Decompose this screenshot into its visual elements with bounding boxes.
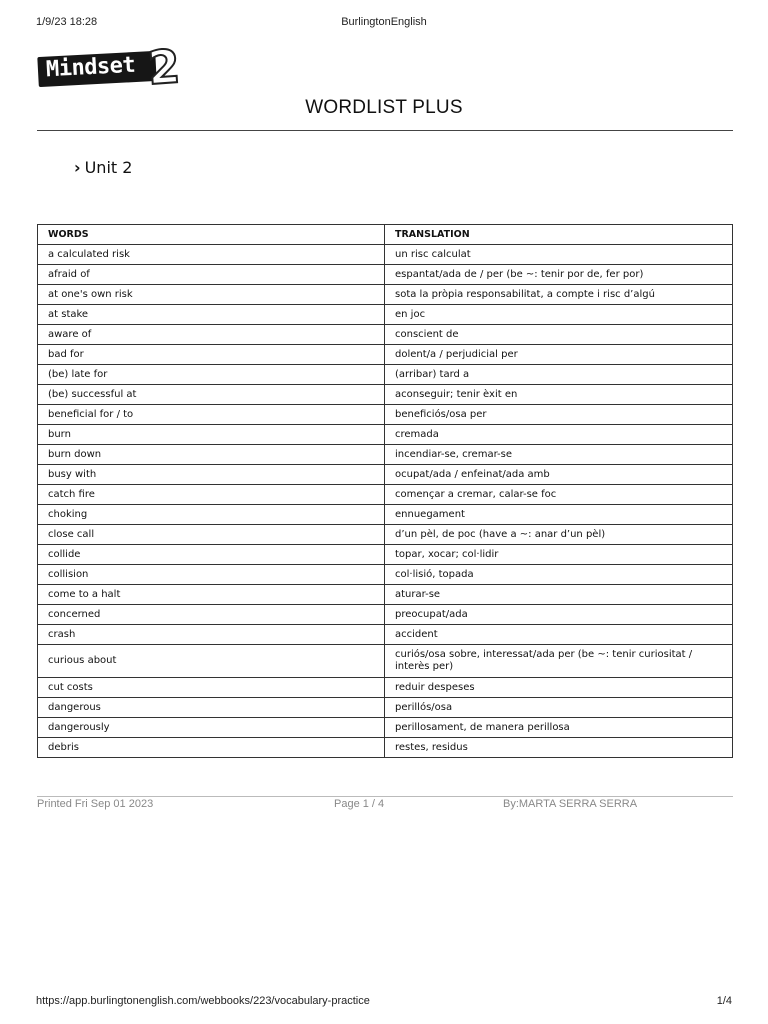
translation-cell: perillós/osa <box>385 698 733 718</box>
table-row <box>38 325 733 345</box>
translation-cell: sota la pròpia responsabilitat, a compte i risc d’algú <box>385 285 733 305</box>
translation-cell: un risc calculat <box>385 245 733 265</box>
page-footer <box>37 798 733 812</box>
table-row <box>38 265 733 285</box>
word-cell: choking <box>38 505 385 525</box>
table-header-row <box>38 225 733 245</box>
table-row <box>38 585 733 605</box>
title-divider <box>37 130 733 131</box>
table-row <box>38 678 733 698</box>
word-cell: crash <box>38 625 385 645</box>
page-number: Page 1 / 4 <box>334 798 385 810</box>
table-row <box>38 385 733 405</box>
word-cell: cut costs <box>38 678 385 698</box>
table-row <box>38 565 733 585</box>
translation-cell: perillosament, de manera perillosa <box>385 718 733 738</box>
table-row <box>38 525 733 545</box>
column-header-translation: TRANSLATION <box>385 225 733 245</box>
translation-cell: incendiar-se, cremar-se <box>385 445 733 465</box>
translation-cell: preocupat/ada <box>385 605 733 625</box>
word-cell: afraid of <box>38 265 385 285</box>
print-footer <box>36 995 732 1009</box>
table-row <box>38 505 733 525</box>
translation-cell: començar a cremar, calar-se foc <box>385 485 733 505</box>
column-header-words: WORDS <box>38 225 385 245</box>
word-cell: collide <box>38 545 385 565</box>
table-row <box>38 485 733 505</box>
table-row <box>38 738 733 758</box>
table-row <box>38 465 733 485</box>
word-cell: at one's own risk <box>38 285 385 305</box>
word-cell: debris <box>38 738 385 758</box>
table-row <box>38 305 733 325</box>
translation-cell: topar, xocar; col·lidir <box>385 545 733 565</box>
word-cell: come to a halt <box>38 585 385 605</box>
word-cell: close call <box>38 525 385 545</box>
mindset-logo <box>38 38 188 96</box>
translation-cell: col·lisió, topada <box>385 565 733 585</box>
translation-cell: cremada <box>385 425 733 445</box>
translation-cell: (arribar) tard a <box>385 365 733 385</box>
page-title: WORDLIST PLUS <box>305 97 463 118</box>
table-row <box>38 405 733 425</box>
word-cell: concerned <box>38 605 385 625</box>
word-cell: dangerously <box>38 718 385 738</box>
translation-cell: aturar-se <box>385 585 733 605</box>
print-url: https://app.burlingtonenglish.com/webbooks/223/vocabulary-practice <box>36 995 370 1007</box>
translation-cell: ennuegament <box>385 505 733 525</box>
word-cell: catch fire <box>38 485 385 505</box>
translation-cell: curiós/osa sobre, interessat/ada per (be ~: tenir curiositat / interès per) <box>385 645 733 678</box>
logo-number: 2 <box>146 38 182 96</box>
translation-cell: accident <box>385 625 733 645</box>
printed-date: Printed Fri Sep 01 2023 <box>37 798 154 810</box>
translation-cell: aconseguir; tenir èxit en <box>385 385 733 405</box>
table-row <box>38 625 733 645</box>
wordlist-table <box>37 224 733 758</box>
table-row <box>38 285 733 305</box>
table-row <box>38 345 733 365</box>
translation-cell: dolent/a / perjudicial per <box>385 345 733 365</box>
word-cell: at stake <box>38 305 385 325</box>
word-cell: burn <box>38 425 385 445</box>
print-page-count: 1/4 <box>716 995 732 1007</box>
translation-cell: conscient de <box>385 325 733 345</box>
logo-text: Mindset <box>45 52 136 83</box>
translation-cell: en joc <box>385 305 733 325</box>
word-cell: busy with <box>38 465 385 485</box>
word-cell: bad for <box>38 345 385 365</box>
table-row <box>38 605 733 625</box>
word-cell: a calculated risk <box>38 245 385 265</box>
footer-divider <box>37 796 733 797</box>
table-row <box>38 365 733 385</box>
print-datetime: 1/9/23 18:28 <box>36 16 98 28</box>
table-row <box>38 718 733 738</box>
translation-cell: espantat/ada de / per (be ~: tenir por de, fer por) <box>385 265 733 285</box>
word-cell: collision <box>38 565 385 585</box>
print-site-title: BurlingtonEnglish <box>341 16 427 28</box>
unit-heading[interactable] <box>74 158 132 177</box>
word-cell: (be) successful at <box>38 385 385 405</box>
table-row <box>38 445 733 465</box>
word-cell: (be) late for <box>38 365 385 385</box>
translation-cell: beneficiós/osa per <box>385 405 733 425</box>
table-row <box>38 245 733 265</box>
table-row <box>38 645 733 678</box>
table-row <box>38 425 733 445</box>
table-row <box>38 698 733 718</box>
word-cell: aware of <box>38 325 385 345</box>
translation-cell: ocupat/ada / enfeinat/ada amb <box>385 465 733 485</box>
table-row <box>38 545 733 565</box>
word-cell: beneficial for / to <box>38 405 385 425</box>
word-cell: dangerous <box>38 698 385 718</box>
word-cell: curious about <box>38 645 385 678</box>
translation-cell: reduir despeses <box>385 678 733 698</box>
translation-cell: d’un pèl, de poc (have a ~: anar d’un pèl) <box>385 525 733 545</box>
word-cell: burn down <box>38 445 385 465</box>
unit-label: Unit 2 <box>84 158 133 177</box>
print-header <box>36 16 732 30</box>
translation-cell: restes, residus <box>385 738 733 758</box>
chevron-right-icon: › <box>74 158 81 177</box>
printed-by: By:MARTA SERRA SERRA <box>503 798 638 810</box>
